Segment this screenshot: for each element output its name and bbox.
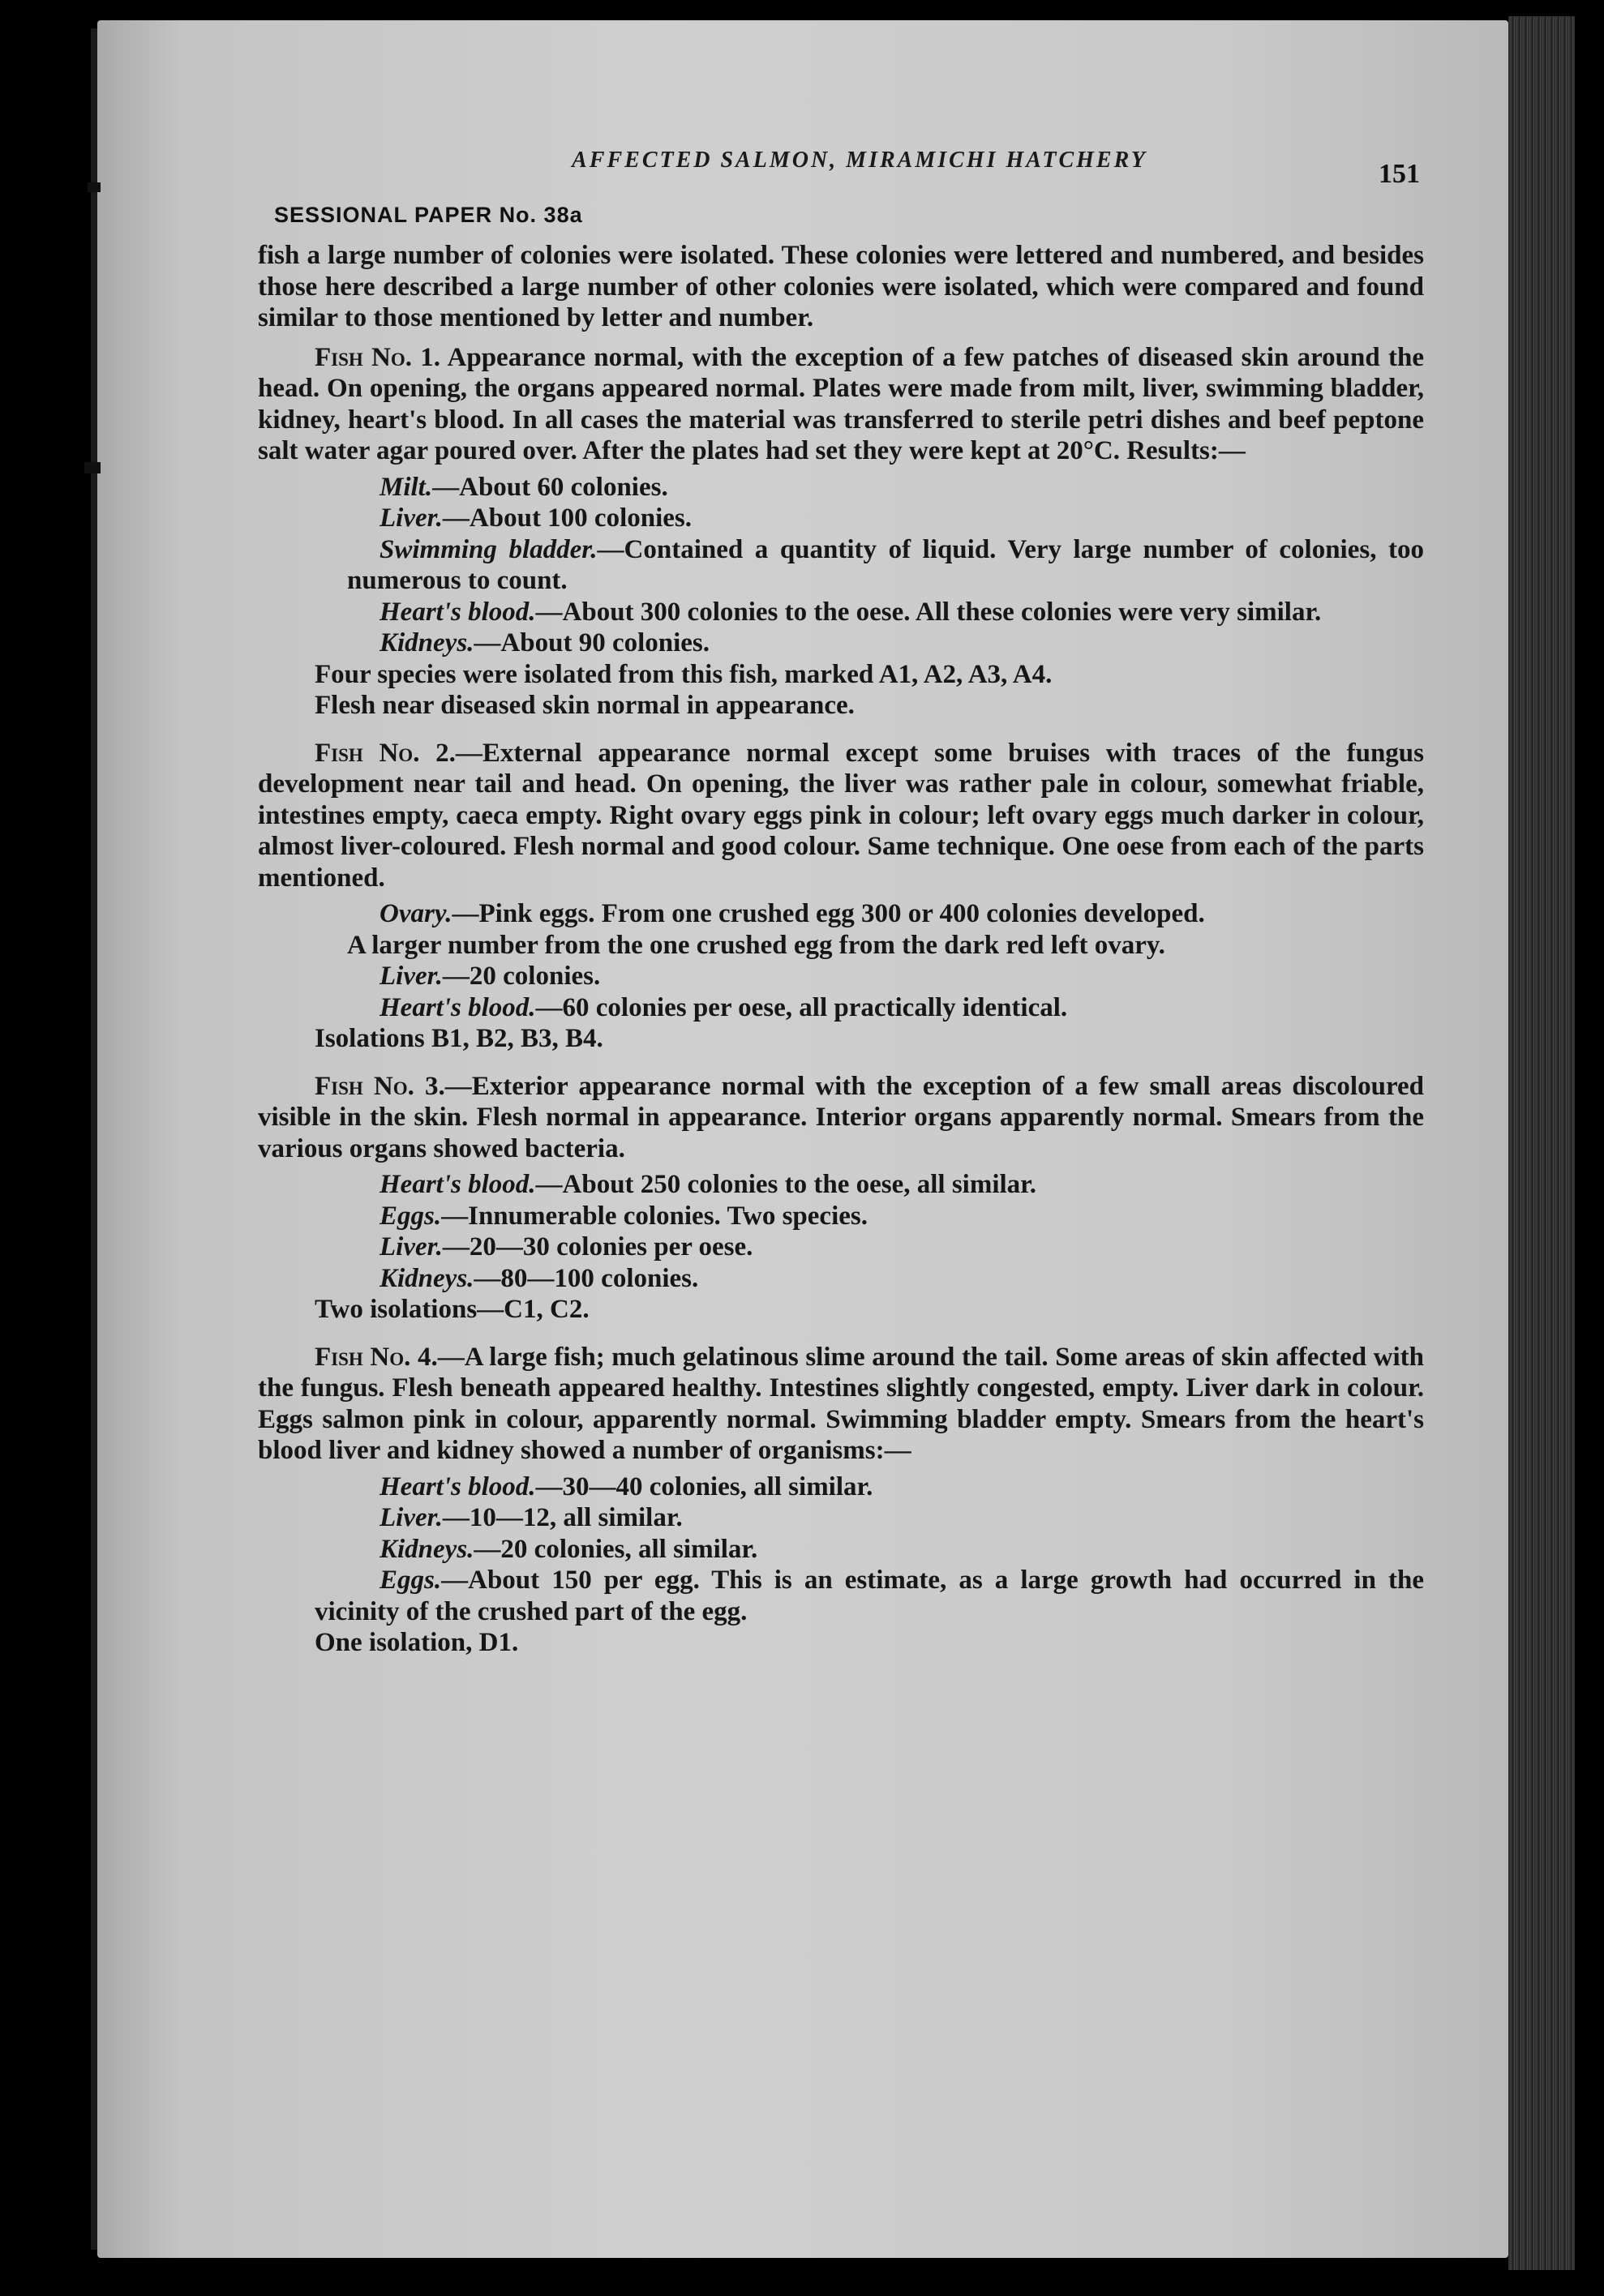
result-item: Liver.—20 colonies. bbox=[380, 962, 601, 991]
fish-3-text: —Exterior appearance normal with the exception of a few small areas discoloured visible in the skin. Flesh normal in appearance. Interior organs apparently normal. Smears from the various organs showed bacteria. bbox=[258, 1071, 1425, 1163]
result-item: Liver.—10—12, all similar. bbox=[380, 1503, 683, 1532]
fish-1-text: Appearance normal, with the exception of a few patches of diseased skin around the head. On opening, the organs appeared normal. Plates were made from milt, liver, swimming bladder, kidney, heart's blood. In all cases the material was transferred to sterile petri dishes and beef peptone salt water agar poured over. After the plates had set they were kept at 20°C. Results:— bbox=[258, 342, 1424, 465]
page-left-edge bbox=[91, 28, 97, 2250]
flesh-line: Flesh near diseased skin normal in appearance. bbox=[315, 691, 855, 720]
fish-2-paragraph bbox=[258, 738, 1424, 894]
document-body bbox=[258, 240, 1424, 1659]
result-item: Liver.—About 100 colonies. bbox=[380, 503, 693, 533]
running-head: AFFECTED SALMON, MIRAMICHI HATCHERY bbox=[572, 148, 1147, 173]
result-item: Kidneys.—About 90 colonies. bbox=[380, 628, 710, 658]
result-item: A larger number from the one crushed egg from the dark red left ovary. bbox=[347, 930, 1165, 960]
fish-4-text: —A large fish; much gelatinous slime around the tail. Some areas of skin affected with the fungus. Flesh beneath appeared healthy. Intestines slightly congested, empty. Liver dark in colour. Eggs salmon pink in colour, apparently normal. Swimming bladder empty. Smears from the heart's blood liver and kidney showed a number of organisms:— bbox=[258, 1342, 1424, 1465]
result-item: Kidneys.—20 colonies, all similar. bbox=[380, 1534, 758, 1564]
result-item: Heart's blood.—30—40 colonies, all similar. bbox=[380, 1471, 873, 1501]
fish-2-text: —External appearance normal except some bruises with traces of the fungus development near tail and head. On opening, the liver was rather pale in colour, somewhat friable, intestines empty, caeca empty. Right ovary eggs pink in colour; left ovary eggs much darker in colour, almost liver-coloured. Flesh normal and good colour. Same technique. One oese from each of the parts mentioned. bbox=[258, 738, 1424, 893]
page-number: 151 bbox=[1379, 159, 1420, 189]
result-item: Kidneys.—80—100 colonies. bbox=[380, 1263, 699, 1293]
fish-1-label: Fish No. 1. bbox=[315, 342, 441, 372]
sessional-paper-label: SESSIONAL PAPER No. 38a bbox=[274, 203, 583, 227]
fish-4-label: Fish No. 4. bbox=[315, 1342, 438, 1372]
binding-mark bbox=[84, 462, 101, 473]
book-spine bbox=[1508, 16, 1575, 2270]
fish-2-label: Fish No. 2. bbox=[315, 738, 456, 768]
fish-1-paragraph bbox=[258, 342, 1424, 467]
result-item: Milt.—About 60 colonies. bbox=[380, 472, 668, 502]
result-item: Swimming bladder.—Contained a quantity of liquid. Very large number of colonies, too numerous to count. bbox=[347, 534, 1424, 595]
result-item: Eggs.—Innumerable colonies. Two species. bbox=[380, 1201, 868, 1231]
isolations-line: Isolations B1, B2, B3, B4. bbox=[315, 1024, 603, 1053]
isolations-line: Four species were isolated from this fish, marked A1, A2, A3, A4. bbox=[315, 659, 1053, 689]
result-item: Eggs.—About 150 per egg. This is an estimate, as a large growth had occurred in the vicinity of the crushed part of the egg. bbox=[315, 1566, 1424, 1626]
isolations-line: Two isolations—C1, C2. bbox=[315, 1295, 590, 1324]
result-item: Liver.—20—30 colonies per oese. bbox=[380, 1232, 753, 1262]
isolations-line: One isolation, D1. bbox=[315, 1628, 519, 1657]
intro-paragraph: fish a large number of colonies were isolated. These colonies were lettered and numbered, and besides those here described a large number of other colonies were isolated, which were compared and found similar to those mentioned by letter and number. bbox=[258, 241, 1424, 332]
result-item: Ovary.—Pink eggs. From one crushed egg 300 or 400 colonies developed. bbox=[380, 899, 1205, 928]
fish-3-paragraph bbox=[258, 1071, 1424, 1165]
result-item: Heart's blood.—About 300 colonies to the oese. All these colonies were very similar. bbox=[380, 597, 1322, 627]
fish-3-label: Fish No. 3. bbox=[315, 1071, 445, 1101]
binding-mark bbox=[88, 182, 101, 192]
result-item: Heart's blood.—60 colonies per oese, all practically identical. bbox=[380, 992, 1068, 1022]
fish-4-paragraph bbox=[258, 1342, 1424, 1467]
result-item: Heart's blood.—About 250 colonies to the oese, all similar. bbox=[380, 1170, 1037, 1199]
